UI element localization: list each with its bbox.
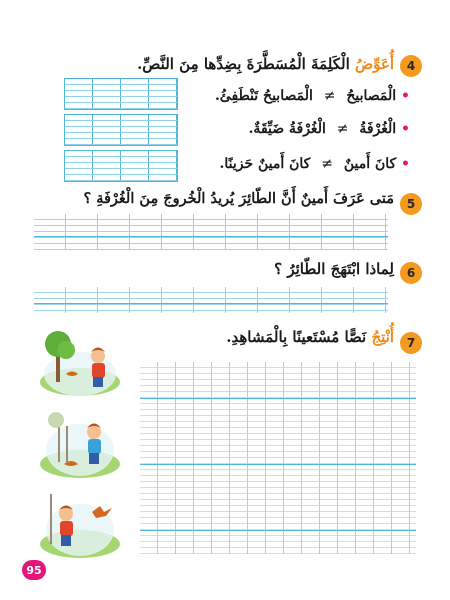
writing-baseline [140, 530, 416, 531]
bullet-icon: • [401, 121, 410, 137]
question-number-badge [400, 262, 422, 284]
question-number: 5 [406, 197, 416, 211]
original-phrase: الْغُرْفَةُ [359, 121, 397, 137]
answer-box[interactable] [64, 150, 178, 182]
page-number-badge [22, 560, 46, 580]
instruction-verb: أُعَوِّضُ [354, 55, 394, 73]
instruction-text: نَصًّا مُسْتَعينًا بِالْمَشاهِدِ. [226, 328, 372, 346]
writing-baseline [140, 398, 416, 399]
scene-illustration-2 [40, 408, 122, 480]
original-phrase: الْمَصابيحُ [346, 88, 397, 104]
writing-baseline [140, 464, 416, 465]
phrase-with-underlined-word: كانَ أَمينٌ حَزينًا. [219, 156, 311, 172]
scene-illustration-3 [40, 490, 122, 558]
writing-lines[interactable] [34, 214, 388, 250]
instruction-verb: أُنْتِجُ [371, 328, 394, 346]
composition-writing-area[interactable] [140, 362, 416, 554]
answer-box[interactable] [64, 114, 178, 146]
original-phrase: كانَ أَمينٌ [343, 156, 397, 172]
question-number-badge [400, 193, 422, 215]
writing-baseline [34, 236, 388, 237]
answer-box[interactable] [64, 78, 178, 110]
phrase-with-underlined-word: الْمَصابيحُ تَنْطَفِئُ. [214, 88, 313, 104]
question-prompt: مَتى عَرَفَ أَمينٌ أَنَّ الطّائِرَ يُريدُ الْخُروجَ مِنَ الْغُرْفَةِ ؟ [83, 190, 394, 207]
writing-baseline [34, 303, 388, 304]
not-equal-sign: ≠ [321, 156, 333, 172]
not-equal-sign: ≠ [323, 88, 336, 104]
not-equal-sign: ≠ [336, 121, 349, 137]
question-number: 7 [406, 336, 416, 350]
question-number-badge [400, 55, 422, 77]
scene-illustration-1 [40, 330, 122, 396]
phrase-with-underlined-word: الْغُرْفَةُ ضَيِّقَةٌ. [248, 121, 326, 137]
antonym-row [249, 121, 410, 137]
question-prompt: لِماذا ابْتَهَجَ الطّائِرُ ؟ [274, 260, 394, 278]
question-prompt [137, 55, 394, 73]
writing-lines[interactable] [34, 287, 388, 313]
question-number-badge [400, 332, 422, 354]
page-number: 95 [26, 563, 42, 577]
antonym-row [215, 88, 410, 104]
bullet-icon: • [401, 88, 410, 104]
antonym-row [219, 156, 410, 172]
question-number: 4 [406, 59, 416, 73]
question-number: 6 [406, 266, 416, 280]
instruction-text: الْكَلِمَةَ الْمُسَطَّرَةَ بِضِدِّها مِنَ النَّصِّ. [137, 55, 355, 73]
bullet-icon: • [401, 156, 410, 172]
question-prompt [226, 328, 394, 346]
